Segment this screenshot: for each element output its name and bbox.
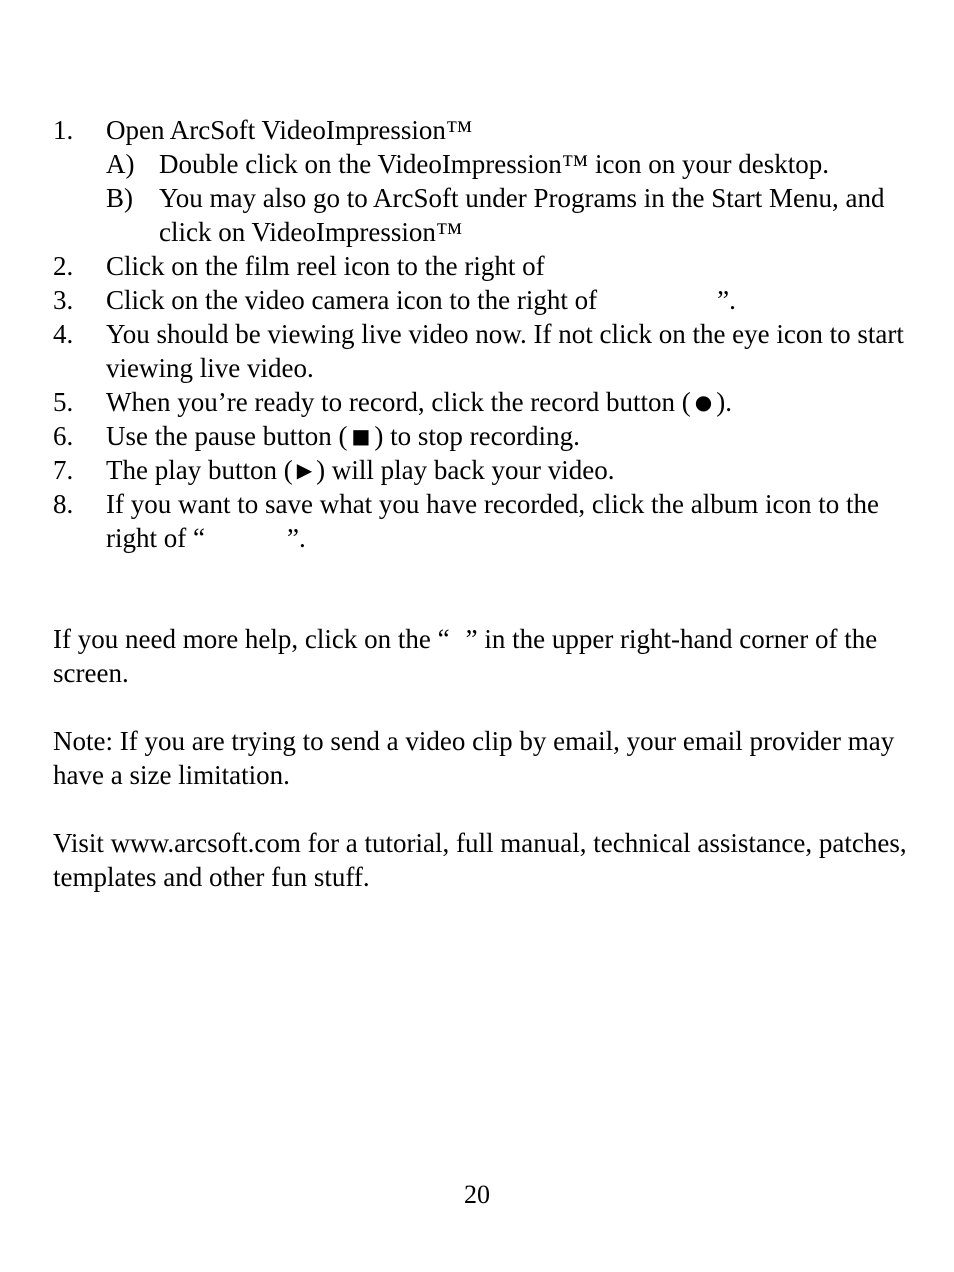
step-number: 7.: [53, 455, 74, 485]
record-icon: ●: [694, 390, 713, 414]
step-text-end: ”.: [717, 285, 736, 315]
list-item: [106, 181, 933, 249]
substep-text: Double click on the VideoImpression™ icon on your desktop.: [159, 149, 829, 179]
list-item: [53, 385, 933, 419]
list-item: [53, 453, 933, 487]
step-text: The play button (: [106, 455, 293, 485]
substep-text: You may also go to ArcSoft under Programs in the Start Menu, and click on VideoImpression™: [159, 183, 885, 247]
step-text: Click on the film reel icon to the right of: [106, 251, 545, 281]
step-text: You should be viewing live video now. If not click on the eye icon to start viewing live video.: [106, 319, 904, 383]
step-text-end: ”.: [286, 523, 306, 553]
help-text-end: ” in the upper right-hand corner of the screen.: [53, 624, 878, 688]
step-number: 5.: [53, 387, 74, 417]
step-text: When you’re ready to record, click the record button (: [106, 387, 691, 417]
step-text-end: ) will play back your video.: [316, 455, 615, 485]
list-item: [53, 487, 933, 555]
list-item: [53, 113, 933, 249]
step-text: Click on the video camera icon to the right of: [106, 285, 598, 315]
step-number: 3.: [53, 285, 74, 315]
substep-letter: A): [106, 149, 135, 179]
pause-icon: ■: [351, 424, 371, 448]
play-icon: ▶: [296, 458, 313, 482]
step-number: 4.: [53, 319, 74, 349]
list-item: [53, 317, 933, 385]
page-number: 20: [464, 1180, 490, 1209]
substep-letter: B): [106, 183, 133, 213]
note-paragraph: Note: If you are trying to send a video clip by email, your email provider may have a size limitation.: [53, 726, 895, 790]
step-text-end: ) to stop recording.: [374, 421, 580, 451]
step-number: 1.: [53, 115, 74, 145]
list-item: [106, 147, 933, 181]
step-number: 6.: [53, 421, 74, 451]
step-text: Use the pause button (: [106, 421, 348, 451]
step-number: 2.: [53, 251, 74, 281]
step-number: 8.: [53, 489, 74, 519]
list-item: [53, 419, 933, 453]
step-text: Open ArcSoft VideoImpression™: [106, 115, 473, 145]
visit-paragraph: Visit www.arcsoft.com for a tutorial, full manual, technical assistance, patches, templates and other fun stuff.: [53, 828, 907, 892]
list-item: [53, 283, 933, 317]
sub-instruction-list: [106, 147, 933, 249]
instruction-list: [53, 113, 933, 555]
help-paragraph: [53, 622, 923, 690]
list-item: [53, 249, 933, 283]
help-text: If you need more help, click on the “: [53, 624, 450, 654]
step-text: If you want to save what you have recorded, click the album icon to the right of “: [106, 489, 879, 553]
step-text-end: ).: [716, 387, 732, 417]
